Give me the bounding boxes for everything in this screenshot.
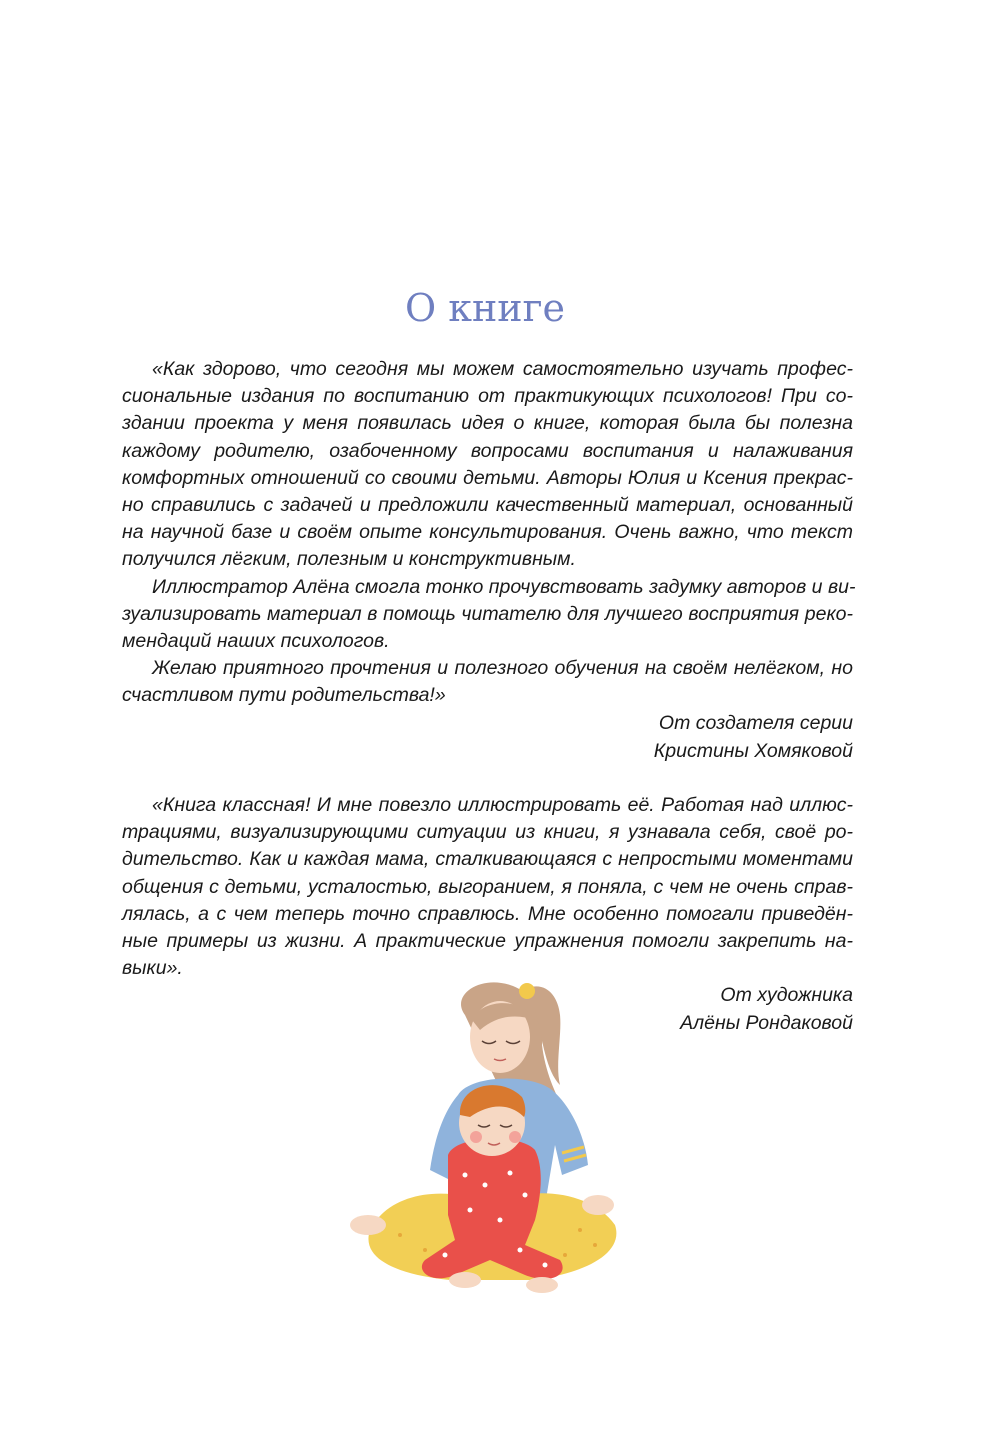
page-title: О книге — [404, 286, 566, 330]
quote-line: дительство. Как и каждая мама, сталкивающаяся с непростыми моментами — [122, 848, 853, 871]
child-cheek — [470, 1131, 482, 1143]
quote-line: «Как здорово, что сегодня мы можем самостоятельно изучать профес- — [152, 358, 853, 380]
quote-line: но справились с задачей и предложили качественный материал, основанный — [122, 493, 853, 516]
creator-signature — [654, 710, 853, 765]
signature-line: От художника — [720, 984, 853, 1006]
quote-line: зуализировать материал в помощь читателю для лучшего восприятия реко- — [122, 602, 853, 625]
child-foot — [526, 1277, 558, 1293]
quote-line: здании проекта у меня появилась идея о книге, которая была бы полезна — [122, 412, 853, 435]
quote-line: лялась, а с чем теперь точно справлюсь. Мне особенно помогали приведён- — [122, 902, 853, 925]
quote-line: комфортных отношений со своими детьми. Авторы Юлия и Ксения прекрас- — [122, 466, 853, 489]
mother-child-illustration — [330, 975, 640, 1310]
signature-line: Алёны Рондаковой — [680, 1011, 853, 1034]
quote-line: сиональные издания по воспитанию от практикующих психологов! При со- — [122, 385, 853, 408]
quote-line: каждому родителю, озабоченному вопросами воспитания и налаживания — [122, 439, 853, 462]
quote-line: выки». — [122, 957, 183, 980]
quote-line: Желаю приятного прочтения и полезного обучения на своём нелёгком, но — [152, 657, 853, 680]
quote-line: мендаций наших психологов. — [122, 629, 390, 652]
hair-tie-icon — [519, 983, 535, 999]
quote-line: трациями, визуализирующими ситуации из книги, я узнавала себя, своё ро- — [122, 821, 853, 844]
quote-line: Иллюстратор Алёна смогла тонко прочувствовать задумку авторов и ви- — [152, 575, 856, 598]
quote-line: получился лёгким, полезным и конструктивным. — [122, 548, 576, 571]
artist-signature — [680, 982, 853, 1037]
mother-hand-left — [350, 1215, 386, 1235]
quote-line: общения с детьми, усталостью, выгоранием, я поняла, с чем не очень справ- — [122, 875, 853, 898]
artist-quote — [122, 792, 853, 982]
child-cheek — [509, 1131, 521, 1143]
quote-line: на научной базе и своём опыте консультирования. Очень важно, что текст — [122, 521, 853, 544]
quote-line: «Книга классная! И мне повезло иллюстрировать её. Работая над иллюс- — [152, 794, 853, 816]
child-foot — [449, 1272, 481, 1288]
quote-line: ные примеры из жизни. А практические упражнения помогли закрепить на- — [122, 929, 853, 952]
quote-line: счастливом пути родительства!» — [122, 684, 446, 707]
creator-quote — [122, 356, 856, 709]
mother-hand-right — [582, 1195, 614, 1215]
signature-line: Кристины Хомяковой — [653, 739, 853, 762]
signature-line: От создателя серии — [658, 712, 853, 734]
